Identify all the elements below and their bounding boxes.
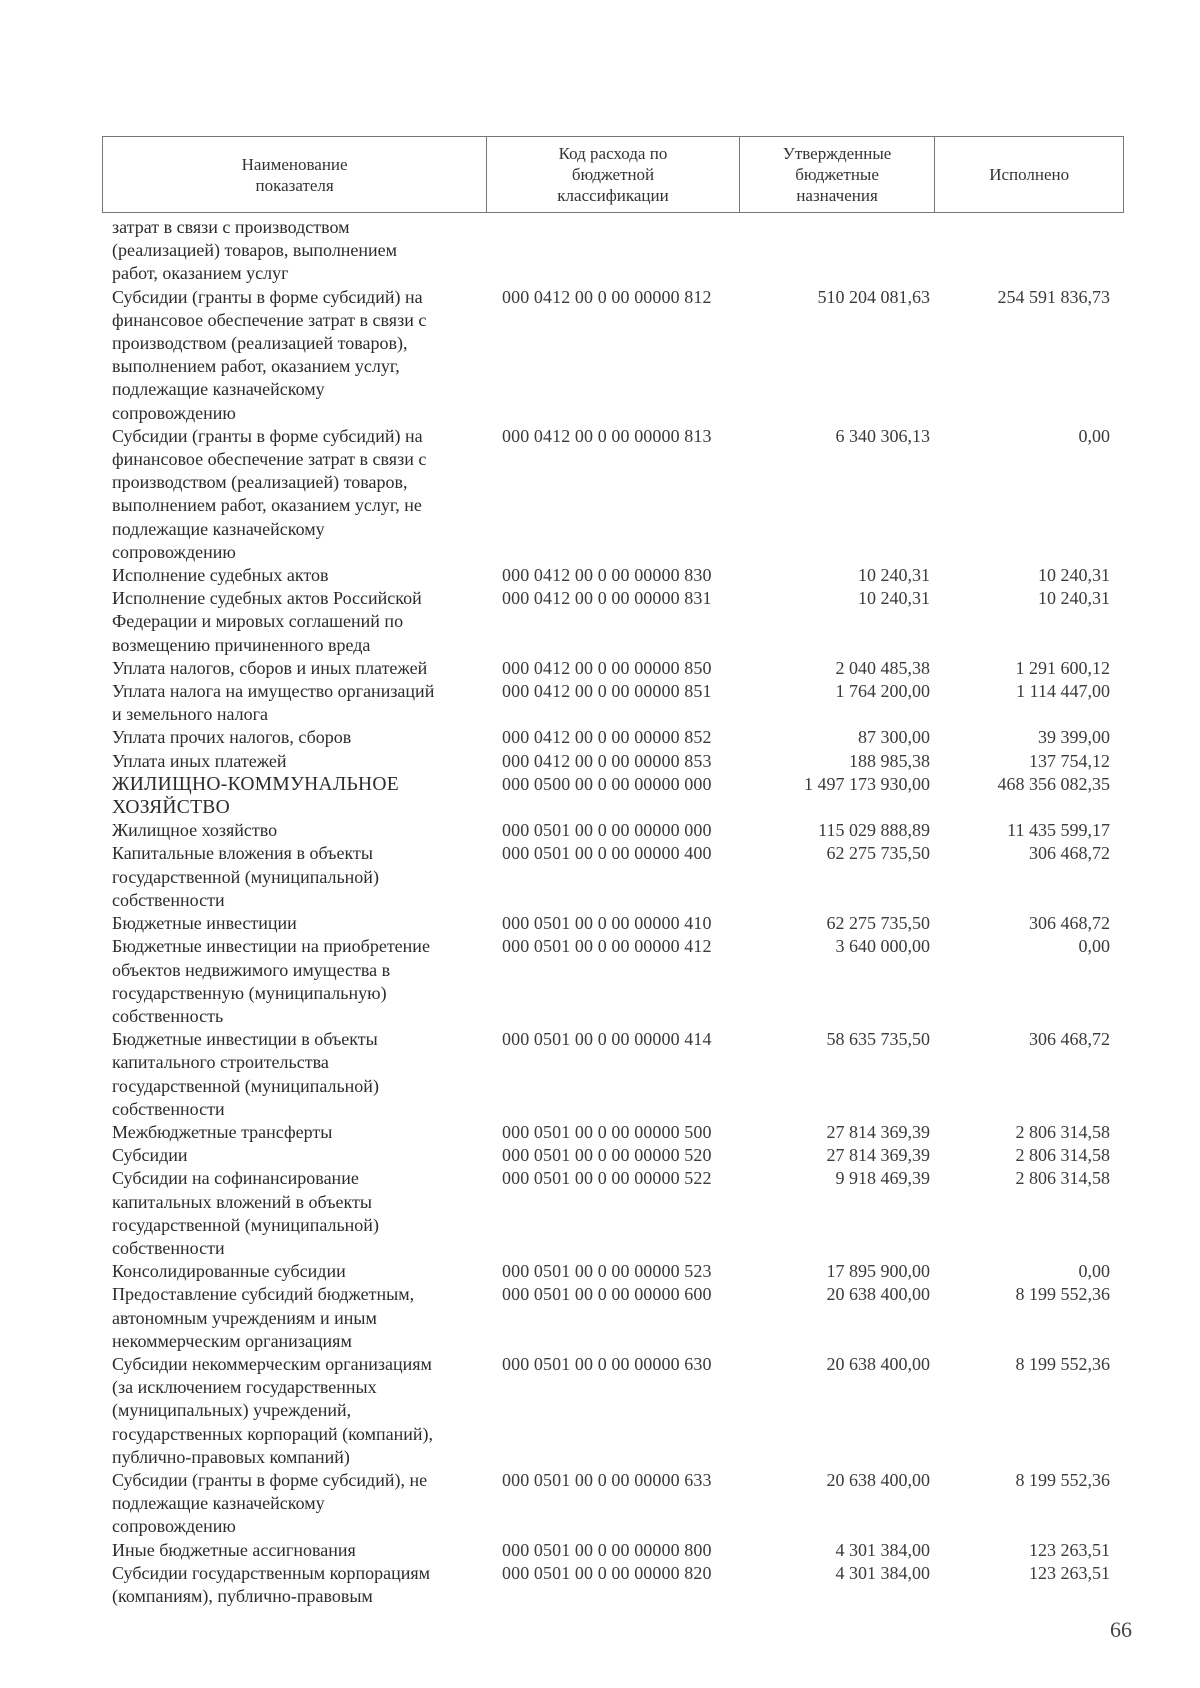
row-code: 000 0412 00 0 00 00000 851 xyxy=(502,681,712,702)
table-row xyxy=(112,726,1122,749)
row-plan: 1 764 200,00 xyxy=(835,681,930,702)
table-row xyxy=(112,216,1122,286)
row-plan: 2 040 485,38 xyxy=(835,657,930,678)
table-row xyxy=(112,1167,1122,1260)
row-code: 000 0501 00 0 00 00000 523 xyxy=(502,1261,712,1282)
row-plan: 62 275 735,50 xyxy=(826,913,930,934)
table-row xyxy=(112,1260,1122,1283)
table-row xyxy=(112,1353,1122,1469)
row-code: 000 0412 00 0 00 00000 831 xyxy=(502,588,712,609)
table-row xyxy=(112,773,1122,819)
row-name: Капитальные вложения в объекты государственной (муниципальной) собственности xyxy=(112,843,379,910)
row-code: 000 0501 00 0 00 00000 600 xyxy=(502,1284,712,1305)
row-code: 000 0501 00 0 00 00000 000 xyxy=(502,820,712,841)
table-row xyxy=(112,1028,1122,1121)
row-done: 2 806 314,58 xyxy=(1015,1168,1110,1189)
row-done: 11 435 599,17 xyxy=(1007,820,1110,841)
table-body xyxy=(112,216,1122,1608)
row-plan: 9 918 469,39 xyxy=(835,1168,930,1189)
table-row xyxy=(112,1283,1122,1353)
table-row xyxy=(112,564,1122,587)
row-done: 8 199 552,36 xyxy=(1015,1284,1110,1305)
row-name: Субсидии (гранты в форме субсидий) на финансовое обеспечение затрат в связи с производством (реализацией товаров), выполнением работ, оказанием услуг, подлежащие казначейскому сопровождению xyxy=(112,286,427,423)
row-plan: 10 240,31 xyxy=(858,588,930,609)
row-name: Субсидии (гранты в форме субсидий) на финансовое обеспечение затрат в связи с производством (реализацией) товаров, выполнением работ, оказанием услуг, не подлежащие казначейскому сопровождению xyxy=(112,425,427,562)
row-code: 000 0501 00 0 00 00000 414 xyxy=(502,1029,712,1050)
row-plan: 20 638 400,00 xyxy=(826,1284,930,1305)
table-row xyxy=(112,1121,1122,1144)
row-done: 123 263,51 xyxy=(1029,1539,1110,1560)
table-row xyxy=(112,1562,1122,1608)
row-name: Субсидии государственным корпорациям (компаниям), публично-правовым xyxy=(112,1562,431,1606)
table-row xyxy=(112,286,1122,425)
table-row xyxy=(112,425,1122,564)
row-name: Иные бюджетные ассигнования xyxy=(112,1539,356,1560)
row-plan: 27 814 369,39 xyxy=(826,1145,930,1166)
table-row xyxy=(112,842,1122,912)
row-name: Исполнение судебных актов Российской Федерации и мировых соглашений по возмещению причиненного вреда xyxy=(112,588,422,655)
row-done: 306 468,72 xyxy=(1029,843,1110,864)
table-row xyxy=(112,587,1122,657)
row-done: 1 114 447,00 xyxy=(1016,681,1110,702)
row-done: 137 754,12 xyxy=(1029,750,1110,771)
row-done: 2 806 314,58 xyxy=(1015,1145,1110,1166)
row-plan: 10 240,31 xyxy=(858,565,930,586)
table-header xyxy=(102,136,1124,213)
row-plan: 17 895 900,00 xyxy=(826,1261,930,1282)
row-code: 000 0412 00 0 00 00000 830 xyxy=(502,565,712,586)
page-number: 66 xyxy=(1110,1617,1132,1642)
row-code: 000 0412 00 0 00 00000 812 xyxy=(502,286,712,307)
row-plan: 62 275 735,50 xyxy=(826,843,930,864)
row-done: 254 591 836,73 xyxy=(997,286,1110,307)
table-row xyxy=(112,750,1122,773)
row-plan xyxy=(740,216,930,286)
row-name: Предоставление субсидий бюджетным, автономным учреждениям и иным некоммерческим организациям xyxy=(112,1284,415,1351)
row-code: 000 0501 00 0 00 00000 520 xyxy=(502,1145,712,1166)
row-done: 8 199 552,36 xyxy=(1015,1353,1110,1374)
row-name: Межбюджетные трансферты xyxy=(112,1121,333,1142)
row-code: 000 0501 00 0 00 00000 633 xyxy=(502,1469,712,1490)
row-code: 000 0412 00 0 00 00000 813 xyxy=(502,425,712,446)
row-code: 000 0412 00 0 00 00000 853 xyxy=(502,750,712,771)
table-row xyxy=(112,1144,1122,1167)
row-plan: 3 640 000,00 xyxy=(835,936,930,957)
row-done: 39 399,00 xyxy=(1038,727,1110,748)
row-done: 0,00 xyxy=(1078,425,1110,446)
row-plan: 1 497 173 930,00 xyxy=(804,773,930,794)
row-code: 000 0501 00 0 00 00000 820 xyxy=(502,1562,712,1583)
row-done: 123 263,51 xyxy=(1029,1562,1110,1583)
table-row xyxy=(112,912,1122,935)
row-done: 2 806 314,58 xyxy=(1015,1121,1110,1142)
row-done: 8 199 552,36 xyxy=(1015,1469,1110,1490)
row-plan: 87 300,00 xyxy=(858,727,930,748)
row-done: 0,00 xyxy=(1078,1261,1110,1282)
table-row xyxy=(112,935,1122,1028)
row-name: Уплата прочих налогов, сборов xyxy=(112,727,352,748)
row-code: 000 0412 00 0 00 00000 850 xyxy=(502,657,712,678)
row-done: 1 291 600,12 xyxy=(1015,657,1110,678)
row-plan: 510 204 081,63 xyxy=(817,286,930,307)
row-plan: 4 301 384,00 xyxy=(835,1539,930,1560)
row-done: 0,00 xyxy=(1078,936,1110,957)
table-row xyxy=(112,1539,1122,1562)
row-code: 000 0501 00 0 00 00000 522 xyxy=(502,1168,712,1189)
row-code: 000 0412 00 0 00 00000 852 xyxy=(502,727,712,748)
header-plan: Утвержденные бюджетные назначения xyxy=(740,137,936,212)
row-code: 000 0501 00 0 00 00000 410 xyxy=(502,913,712,934)
row-code: 000 0501 00 0 00 00000 400 xyxy=(502,843,712,864)
row-name: Субсидии (гранты в форме субсидий), не подлежащие казначейскому сопровождению xyxy=(112,1469,428,1537)
row-code: 000 0500 00 0 00 00000 000 xyxy=(502,773,712,794)
row-done: 10 240,31 xyxy=(1038,588,1110,609)
row-code: 000 0501 00 0 00 00000 412 xyxy=(502,936,712,957)
table-row xyxy=(112,1469,1122,1539)
header-code: Код расхода по бюджетной классификации xyxy=(487,137,740,212)
row-plan: 27 814 369,39 xyxy=(826,1121,930,1142)
row-name: затрат в связи с производством (реализацией) товаров, выполнением работ, оказанием услуг xyxy=(112,217,398,284)
row-name: Бюджетные инвестиции в объекты капитального строительства государственной (муниципальной) собственности xyxy=(112,1029,379,1119)
header-done: Исполнено xyxy=(989,165,1070,184)
header-name: Наименование показателя xyxy=(103,137,487,212)
row-code: 000 0501 00 0 00 00000 630 xyxy=(502,1353,712,1374)
row-plan: 4 301 384,00 xyxy=(835,1562,930,1583)
row-name: Исполнение судебных актов xyxy=(112,565,329,586)
row-done: 10 240,31 xyxy=(1038,565,1110,586)
row-name: ЖИЛИЩНО-КОММУНАЛЬНОЕ ХОЗЯЙСТВО xyxy=(112,773,399,819)
row-done: 306 468,72 xyxy=(1029,1029,1110,1050)
row-name: Уплата налогов, сборов и иных платежей xyxy=(112,657,428,678)
row-code xyxy=(496,216,740,286)
row-code: 000 0501 00 0 00 00000 500 xyxy=(502,1121,712,1142)
row-plan: 188 985,38 xyxy=(849,750,930,771)
row-plan: 115 029 888,89 xyxy=(818,820,930,841)
table-row xyxy=(112,657,1122,680)
row-name: Уплата иных платежей xyxy=(112,750,287,771)
row-name: Субсидии xyxy=(112,1145,188,1166)
row-plan: 20 638 400,00 xyxy=(826,1353,930,1374)
row-code: 000 0501 00 0 00 00000 800 xyxy=(502,1539,712,1560)
row-name: Субсидии некоммерческим организациям (за исключением государственных (муниципальных) учреждений, государственных корпораций (компаний), публично-правовых компаний) xyxy=(112,1353,433,1467)
row-name: Субсидии на софинансирование капитальных вложений в объекты государственной (муниципальной) собственности xyxy=(112,1168,379,1258)
row-name: Бюджетные инвестиции xyxy=(112,913,297,934)
row-plan: 58 635 735,50 xyxy=(826,1029,930,1050)
row-name: Жилищное хозяйство xyxy=(112,820,278,841)
row-name: Уплата налога на имущество организаций и земельного налога xyxy=(112,681,435,725)
row-plan: 20 638 400,00 xyxy=(826,1469,930,1490)
row-done: 306 468,72 xyxy=(1029,913,1110,934)
row-name: Консолидированные субсидии xyxy=(112,1261,346,1282)
row-plan: 6 340 306,13 xyxy=(835,425,930,446)
table-row xyxy=(112,819,1122,842)
table-row xyxy=(112,680,1122,726)
row-name: Бюджетные инвестиции на приобретение объектов недвижимого имущества в государственную (муниципальную) собственность xyxy=(112,936,430,1026)
row-done xyxy=(930,216,1110,286)
row-done: 468 356 082,35 xyxy=(997,773,1110,794)
